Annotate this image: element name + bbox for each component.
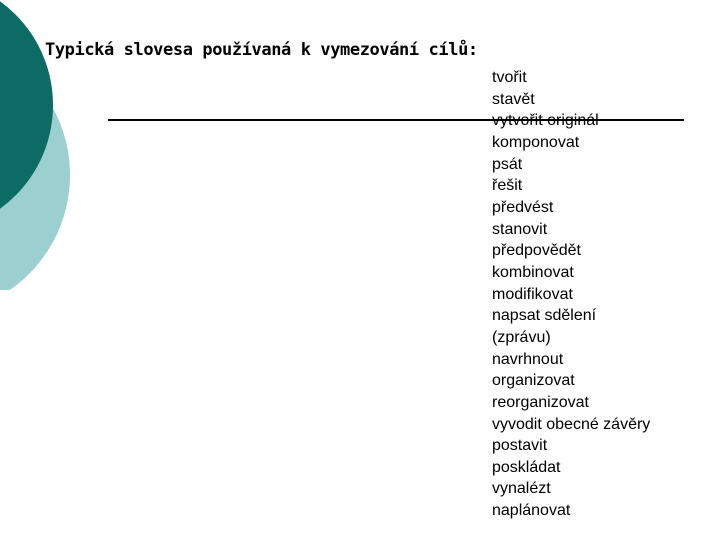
verb-item: stavět xyxy=(492,90,535,108)
verb-item: napsat sdělení xyxy=(492,307,597,325)
verb-item: navrhnout xyxy=(492,350,564,368)
verb-item: vynalézt xyxy=(492,480,551,498)
verb-item: vytvořit originál xyxy=(492,112,599,130)
verb-item: tvořit xyxy=(492,69,527,86)
verb-item: postavit xyxy=(492,437,548,455)
verb-item: organizovat xyxy=(492,372,575,390)
verb-item: modifikovat xyxy=(492,285,573,303)
verb-item: kombinovat xyxy=(492,263,574,281)
verb-item: komponovat xyxy=(492,133,580,151)
verb-item: stanovit xyxy=(492,220,548,238)
verb-item: psát xyxy=(492,155,523,173)
verb-item: předpovědět xyxy=(492,242,581,260)
verb-item: řešit xyxy=(492,177,523,195)
slide-title: Typická slovesa používaná k vymezování cílů: xyxy=(45,40,478,60)
verb-item: (zprávu) xyxy=(492,328,551,346)
verb-item: poskládat xyxy=(492,458,561,476)
verb-item: předvést xyxy=(492,198,554,216)
verb-list xyxy=(492,67,650,522)
verb-item: naplánovat xyxy=(492,502,571,520)
verb-item: reorganizovat xyxy=(492,393,589,411)
verb-item: vyvodit obecné závěry xyxy=(492,415,651,433)
